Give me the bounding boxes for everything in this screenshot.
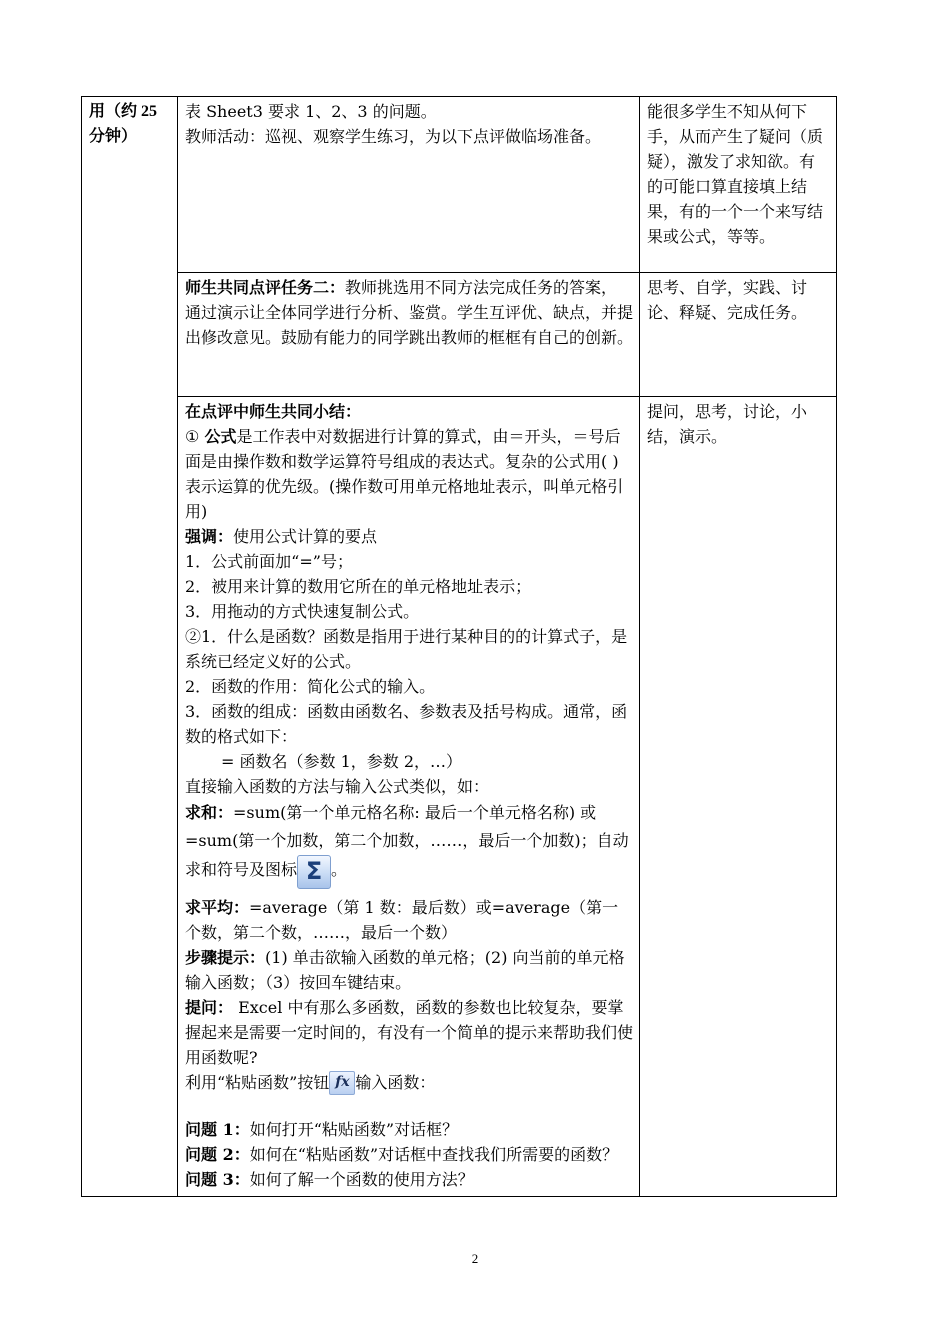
formula-term: 公式 [204, 427, 237, 446]
question-text: Excel 中有那么多函数，函数的参数也比较复杂，要掌握起来是需要一定时间的，有没有一个简单的提示来帮助我们使用函数呢? [185, 998, 634, 1067]
page-number: 2 [471, 1251, 479, 1266]
point-item: 2．被用来计算的数用它所在的单元格地址表示； [185, 577, 532, 596]
content-line: 表 Sheet3 要求 1、2、3 的问题。 [185, 102, 437, 121]
steps-label: 步骤提示： [185, 948, 266, 967]
problem-label: 问题 3： [185, 1170, 250, 1189]
paste-after: 输入函数： [355, 1073, 436, 1092]
paste-function-line [185, 1070, 633, 1095]
function-line: 2．函数的作用：简化公式的输入。 [185, 677, 436, 696]
content-cell [178, 97, 640, 273]
point-item: 1．公式前面加“=”号； [185, 552, 353, 571]
formula-prefix: ① [185, 427, 205, 446]
average-line [185, 895, 633, 945]
problem-label: 问题 1： [185, 1120, 250, 1139]
table-row [82, 273, 837, 397]
student-activity-text: 思考、自学，实践、讨论、释疑、完成任务。 [647, 278, 808, 322]
function-format: = 函数名（参数 1，参数 2，…） [221, 752, 463, 771]
steps-line [185, 945, 633, 995]
emphasis-label: 强调： [185, 527, 234, 546]
point-item: 3．用拖动的方式快速复制公式。 [185, 602, 420, 621]
function-line: ②1．什么是函数？函数是指用于进行某种目的的计算式子，是系统已经定义好的公式。 [185, 627, 628, 671]
emphasis-text: 使用公式计算的要点 [233, 527, 378, 546]
problem-label: 问题 2： [185, 1145, 250, 1164]
function-line: 3．函数的组成：函数由函数名、参数表及括号构成。通常，函数的格式如下： [185, 702, 628, 746]
question-line [185, 995, 633, 1070]
problem-text: 如何了解一个函数的使用方法？ [249, 1170, 474, 1189]
student-activity-text: 能很多学生不知从何下手，从而产生了疑问（质疑），激发了求知欲。有的可能口算直接填上结果，有的一个一个来写结果或公式，等等。 [647, 102, 824, 246]
problem-item [185, 1117, 633, 1142]
table-row [82, 97, 837, 273]
student-activity-cell [640, 397, 837, 1197]
table-row [82, 397, 837, 1197]
paste-function-fx-icon: fx [329, 1071, 355, 1095]
problem-text: 如何在“粘贴函数”对话框中查找我们所需要的函数？ [249, 1145, 619, 1164]
average-label: 求平均： [185, 898, 250, 917]
stage-cell [82, 97, 178, 1197]
lesson-plan-table [81, 96, 837, 1197]
problem-text: 如何打开“粘贴函数”对话框？ [249, 1120, 459, 1139]
direct-input-line: 直接输入函数的方法与输入公式类似，如： [185, 777, 490, 796]
problem-item [185, 1167, 633, 1192]
content-cell [178, 397, 640, 1197]
student-activity-text: 提问，思考，讨论，小结，演示。 [647, 402, 808, 446]
sum-end: 。 [331, 860, 348, 879]
average-text: =average（第 1 数：最后数）或=average（第一个数，第二个数，……，最后一个数） [185, 898, 619, 942]
sum-text: =sum(第一个单元格名称: 最后一个单元格名称) 或=sum(第一个加数，第二个加数，……，最后一个加数)；自动求和符号及图标 [185, 803, 629, 879]
autosum-sigma-icon: Σ [297, 855, 331, 889]
emphasis-line [185, 524, 633, 549]
question-label: 提问： [185, 998, 234, 1017]
formula-text: 是工作表中对数据进行计算的算式，由＝开头，＝号后面是由操作数和数学运算符号组成的表达式。复杂的公式用( )表示运算的优先级。(操作数可用单元格地址表示，叫单元格引用) [185, 427, 624, 521]
row-text: 教师挑选用不同方法完成任务的答案，通过演示让全体同学进行分析、鉴赏。学生互评优、缺点，并提出修改意见。鼓励有能力的同学跳出教师的框框有自己的创新。 [185, 278, 634, 347]
row-heading: 在点评中师生共同小结： [185, 402, 362, 421]
sum-line [185, 799, 633, 889]
content-line: 教师活动：巡视、观察学生练习，为以下点评做临场准备。 [185, 127, 602, 146]
sum-label: 求和： [185, 803, 234, 822]
stage-label: 用（约 25 分钟） [89, 103, 158, 145]
formula-definition [185, 424, 633, 524]
row-heading: 师生共同点评任务二： [185, 278, 346, 297]
problem-item [185, 1142, 633, 1167]
paste-before: 利用“粘贴函数”按钮 [185, 1073, 330, 1092]
spacer [185, 1095, 633, 1117]
student-activity-cell [640, 273, 837, 397]
student-activity-cell [640, 97, 837, 273]
steps-text: (1) 单击欲输入函数的单元格；(2) 向当前的单元格输入函数；（3）按回车键结束。 [185, 948, 625, 992]
content-cell [178, 273, 640, 397]
